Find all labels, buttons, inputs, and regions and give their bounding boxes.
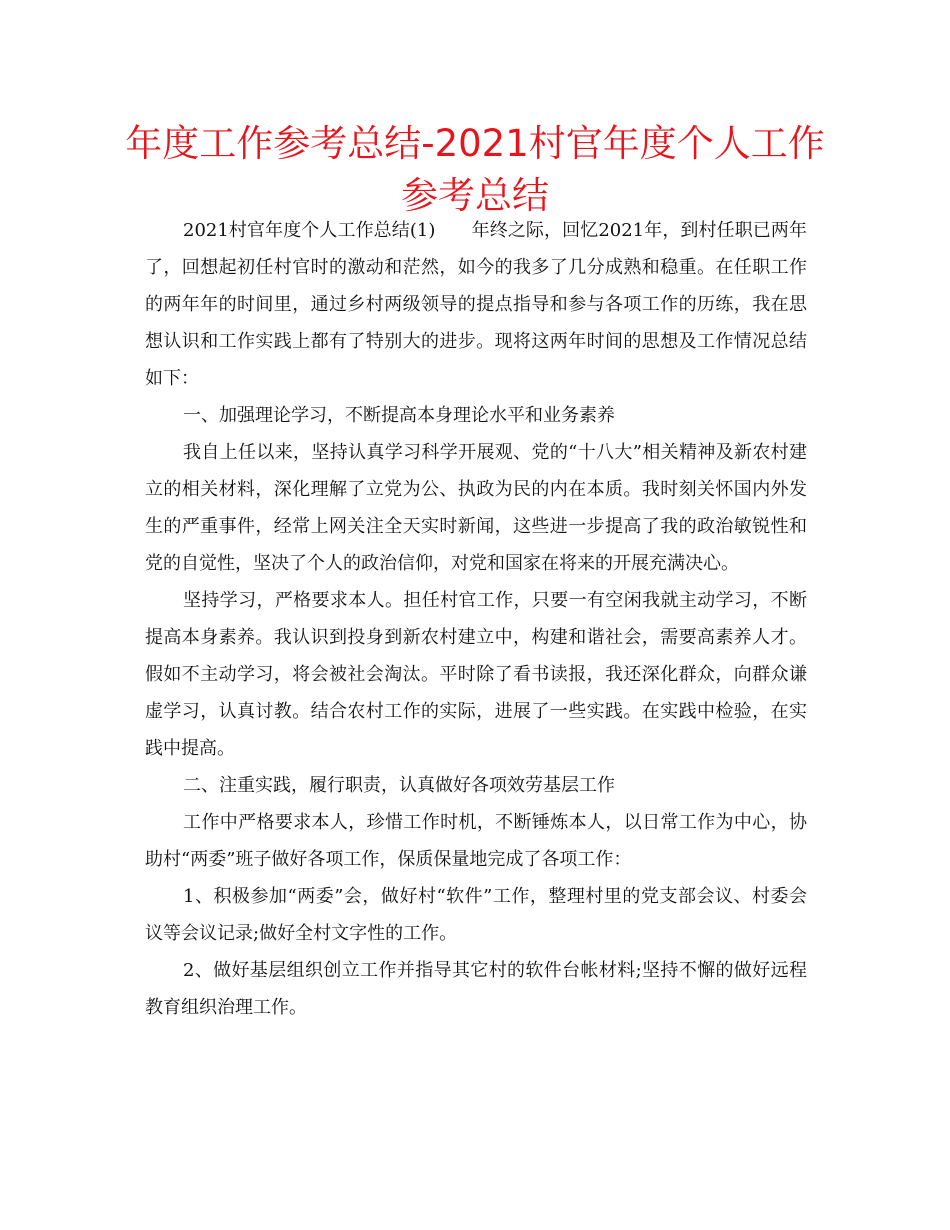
document-title: 年度工作参考总结-2021村官年度个人工作参考总结 bbox=[125, 122, 825, 217]
list-item: 1、积极参加“两委”会，做好村“软件”工作，整理村里的党支部会议、村委会议等会议记录;做好全村文字性的工作。 bbox=[145, 886, 807, 944]
paragraph: 工作中严格要求本人，珍惜工作时机，不断锤炼本人，以日常工作为中心，协助村“两委”班子做好各项工作，保质保量地完成了各项工作： bbox=[145, 812, 807, 870]
list-item: 2、做好基层组织创立工作并指导其它村的软件台帐材料;坚持不懈的做好远程教育组织治理工作。 bbox=[145, 960, 807, 1018]
document-body bbox=[145, 212, 807, 1026]
paragraph: 坚持学习，严格要求本人。担任村官工作，只要一有空闲我就主动学习，不断提高本身素养。我认识到投身到新农村建立中，构建和谐社会，需要高素养人才。假如不主动学习，将会被社会淘汰。平时除了看书读报，我还深化群众，向群众谦虚学习，认真讨教。结合农村工作的实际，进展了一些实践。在实践中检验，在实践中提高。 bbox=[145, 590, 807, 759]
section-heading: 一、加强理论学习，不断提高本身理论水平和业务素养 bbox=[183, 405, 615, 426]
paragraph: 2021村官年度个人工作总结(1) 年终之际，回忆2021年，到村任职已两年了，回想起初任村官时的激动和茫然，如今的我多了几分成熟和稳重。在任职工作的两年年的时间里，通过乡村两级领导的提点指导和参与各项工作的历练，我在思想认识和工作实践上都有了特别大的进步。现将这两年时间的思想及工作情况总结如下： bbox=[145, 220, 807, 389]
section-heading: 二、注重实践，履行职责，认真做好各项效劳基层工作 bbox=[183, 775, 615, 796]
paragraph: 我自上任以来，坚持认真学习科学开展观、党的“十八大”相关精神及新农村建立的相关材料，深化理解了立党为公、执政为民的内在本质。我时刻关怀国内外发生的严重事件，经常上网关注全天实时新闻，这些进一步提高了我的政治敏锐性和党的自觉性，坚决了个人的政治信仰，对党和国家在将来的开展充满决心。 bbox=[145, 442, 807, 574]
